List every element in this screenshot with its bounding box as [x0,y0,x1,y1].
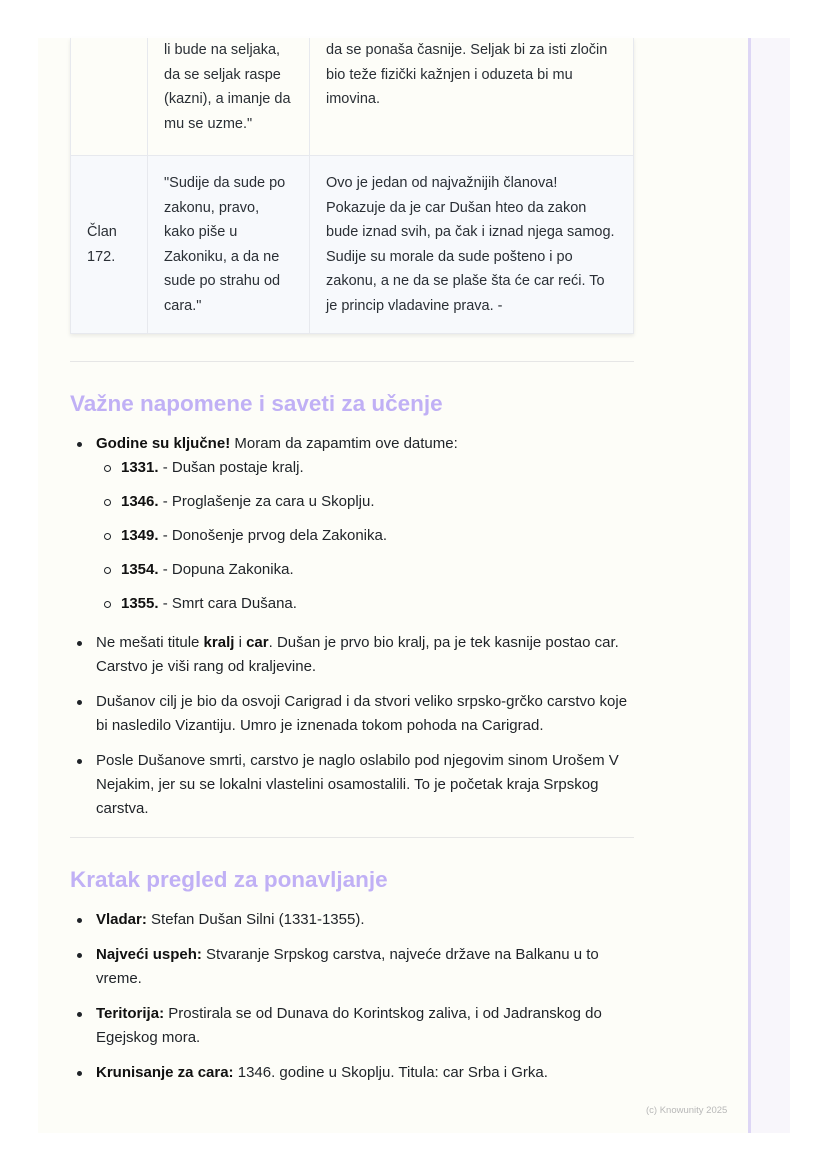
text: Prostirala se od Dunava do Korintskog zaliva, i od Jadranskog do Egejskog mora. [96,1005,602,1046]
bold-text: Krunisanje za cara: [96,1064,234,1081]
year: 1331. [121,459,159,476]
text: i [234,634,247,651]
review-list [70,908,634,1085]
list-item [96,558,634,582]
content [70,38,634,1096]
section-heading: Važne napomene i saveti za učenje [70,391,443,416]
text: Stvaranje Srpskog carstva, najveće države na Balkanu u to vreme. [96,946,599,987]
year: 1346. [121,493,159,510]
divider [70,837,634,838]
list-item [96,592,634,616]
copyright-footer: (c) Knowunity 2025 [646,1105,728,1116]
list-item [96,524,634,548]
list-item [70,1002,634,1050]
bold-text: Teritorija: [96,1005,165,1022]
text: . Dušan je prvo bio kralj, pa je tek kasnije postao car. Carstvo je viši rang od kraljevine. [96,634,619,675]
text: Moram da zapamtim ove datume: [230,435,458,452]
tips-list [70,432,634,821]
explanation-cell: Ovo je jedan od najvažnijih članova! Pokazuje da je car Dušan hteo da zakon bude iznad svih, pa čak i iznad njega samog. Sudije su morale da sude pošteno i po zakonu, a ne da se plaše šta će car reći. To je princip vladavine prava. - [310,156,634,334]
text: Stefan Dušan Silni (1331-1355). [146,911,365,928]
bold-text: car [246,634,269,651]
text: 1346. godine u Skoplju. Titula: car Srba i Grka. [233,1064,548,1081]
list-item [96,456,634,480]
text: - Donošenje prvog dela Zakonika. [158,527,388,544]
list-item [70,1061,634,1085]
table-row [71,38,634,156]
quote-cell: "Sudije da sude po zakonu, pravo, kako piše u Zakoniku, a da ne sude po strahu od cara." [148,156,310,334]
list-item [70,631,634,679]
text: - Dopuna Zakonika. [158,561,294,578]
side-strip [751,38,790,1133]
document-page [38,38,790,1133]
list-item: Dušanov cilj je bio da osvoji Carigrad i da stvori veliko srpsko-grčko carstvo koje bi nasledilo Vizantiju. Umro je iznenada tokom pohoda na Carigrad. [70,690,634,738]
list-item: Posle Dušanove smrti, carstvo je naglo oslabilo pod njegovim sinom Urošem V Nejakim, jer su se lokalni vlastelini osamostalili. To je početak kraja Srpskog carstva. [70,749,634,821]
year: 1354. [121,561,159,578]
list-item [70,432,634,616]
section-heading: Kratak pregled za ponavljanje [70,867,388,892]
bold-text: Najveći uspeh: [96,946,202,963]
text: Ne mešati titule [96,634,204,651]
year: 1355. [121,595,159,612]
bold-text: Vladar: [96,911,147,928]
list-item [96,490,634,514]
text: - Smrt cara Dušana. [158,595,297,612]
bold-text: kralj [203,634,235,651]
article-cell: Član 172. [71,156,148,334]
divider [70,361,634,362]
table-row [71,156,634,334]
list-item [70,908,634,932]
zakonik-table [70,38,634,334]
dates-list [96,456,634,616]
text: - Dušan postaje kralj. [158,459,304,476]
year: 1349. [121,527,159,544]
text: - Proglašenje za cara u Skoplju. [158,493,375,510]
list-item [70,943,634,991]
bold-text: Godine su ključne! [96,435,231,452]
quote-cell: li bude na seljaka, da se seljak raspe (kazni), a imanje da mu se uzme." [148,38,310,156]
article-cell [71,38,148,156]
explanation-cell: da se ponaša časnije. Seljak bi za isti zločin bio teže fizički kažnjen i oduzeta bi mu imovina. [310,38,634,156]
